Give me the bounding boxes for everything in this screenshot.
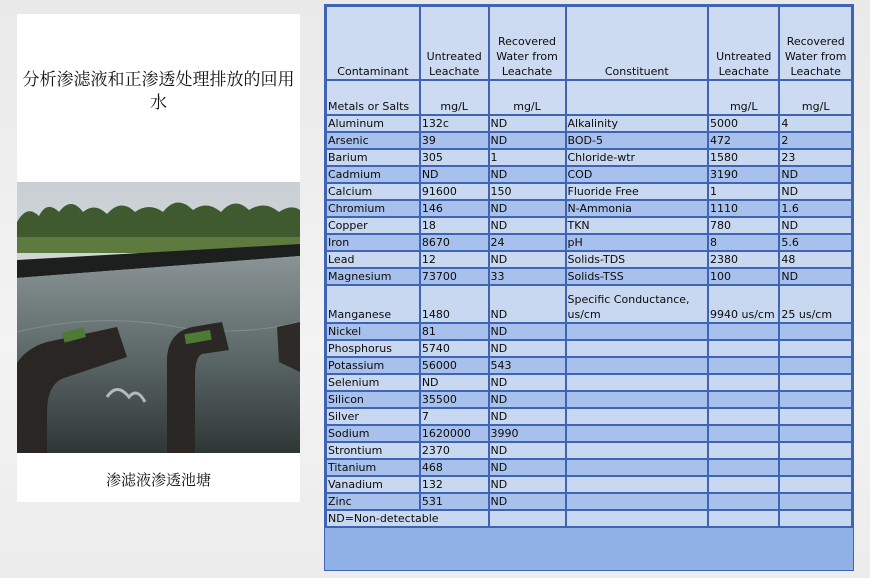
table-cell: TKN <box>566 217 709 234</box>
units-cell: Metals or Salts <box>326 80 420 115</box>
leachate-pond-photo <box>17 182 300 453</box>
table-row <box>326 408 852 425</box>
table-cell: ND <box>420 166 489 183</box>
table-cell <box>708 408 779 425</box>
table-cell <box>779 340 852 357</box>
table-cell <box>779 323 852 340</box>
table-cell: Silicon <box>326 391 420 408</box>
table-cell <box>779 391 852 408</box>
table-cell: 12 <box>420 251 489 268</box>
table-row <box>326 166 852 183</box>
table-cell <box>566 374 709 391</box>
table-cell <box>566 510 709 527</box>
table-row <box>326 268 852 285</box>
table-row <box>326 476 852 493</box>
table-cell: COD <box>566 166 709 183</box>
table-cell: Cadmium <box>326 166 420 183</box>
table-cell: Selenium <box>326 374 420 391</box>
table-cell: 7 <box>420 408 489 425</box>
table-row <box>326 183 852 200</box>
table-cell <box>779 425 852 442</box>
table-cell: ND <box>489 115 566 132</box>
table-row <box>326 200 852 217</box>
table-cell: 1 <box>708 183 779 200</box>
panel-title: 分析渗滤液和正渗透处理排放的回用水 <box>22 70 295 113</box>
table-cell <box>566 357 709 374</box>
table-cell <box>566 425 709 442</box>
header-cell: Contaminant <box>326 6 420 80</box>
table-cell: Lead <box>326 251 420 268</box>
table-cell: 468 <box>420 459 489 476</box>
table-cell <box>708 340 779 357</box>
units-cell <box>566 80 709 115</box>
header-cell: Recovered Water from Leachate <box>489 6 566 80</box>
table-cell: Iron <box>326 234 420 251</box>
units-cell: mg/L <box>779 80 852 115</box>
table-units-row <box>326 80 852 115</box>
table-cell: 132 <box>420 476 489 493</box>
table-cell: 146 <box>420 200 489 217</box>
table-cell: ND <box>420 374 489 391</box>
table-cell: Titanium <box>326 459 420 476</box>
table-cell <box>779 459 852 476</box>
table-cell: 5740 <box>420 340 489 357</box>
table-cell: ND <box>779 217 852 234</box>
table-cell: 9940 us/cm <box>708 285 779 323</box>
table-cell: N-Ammonia <box>566 200 709 217</box>
table-cell: ND <box>489 200 566 217</box>
table-cell: 305 <box>420 149 489 166</box>
table-cell: 531 <box>420 493 489 510</box>
table-cell: 48 <box>779 251 852 268</box>
table-cell: ND <box>489 132 566 149</box>
table-cell: Chromium <box>326 200 420 217</box>
table-cell: Chloride-wtr <box>566 149 709 166</box>
table-cell <box>779 357 852 374</box>
table-cell: ND <box>779 268 852 285</box>
header-cell: Untreated Leachate <box>420 6 489 80</box>
table-cell <box>708 323 779 340</box>
table-cell: Zinc <box>326 493 420 510</box>
left-panel <box>17 14 300 502</box>
table-cell <box>708 442 779 459</box>
table-cell: 23 <box>779 149 852 166</box>
table-cell: 35500 <box>420 391 489 408</box>
table-cell: ND <box>489 340 566 357</box>
table-header-row <box>326 6 852 80</box>
table-cell: 56000 <box>420 357 489 374</box>
table-row <box>326 493 852 510</box>
table-cell: Solids-TSS <box>566 268 709 285</box>
analysis-table <box>324 4 854 571</box>
table-cell: Phosphorus <box>326 340 420 357</box>
table-row <box>326 323 852 340</box>
table-cell <box>708 476 779 493</box>
table-cell <box>708 425 779 442</box>
table-cell: 5000 <box>708 115 779 132</box>
table-cell <box>779 374 852 391</box>
table-row <box>326 357 852 374</box>
table-row <box>326 459 852 476</box>
table-row <box>326 442 852 459</box>
table-cell <box>708 510 779 527</box>
table-cell <box>779 510 852 527</box>
table-cell <box>566 340 709 357</box>
table-cell: Aluminum <box>326 115 420 132</box>
table-cell: Silver <box>326 408 420 425</box>
table-cell: Strontium <box>326 442 420 459</box>
table-cell <box>708 493 779 510</box>
data-table <box>325 5 853 528</box>
table-cell <box>779 476 852 493</box>
table-cell <box>708 357 779 374</box>
table-row <box>326 251 852 268</box>
table-cell <box>566 493 709 510</box>
table-cell: Calcium <box>326 183 420 200</box>
table-cell: 25 us/cm <box>779 285 852 323</box>
table-row <box>326 234 852 251</box>
table-cell: 3990 <box>489 425 566 442</box>
table-row <box>326 115 852 132</box>
table-cell: Alkalinity <box>566 115 709 132</box>
table-cell <box>779 408 852 425</box>
table-cell: 1110 <box>708 200 779 217</box>
table-cell: 2 <box>779 132 852 149</box>
table-cell: ND <box>489 408 566 425</box>
table-cell: Manganese <box>326 285 420 323</box>
table-cell: 543 <box>489 357 566 374</box>
table-cell: ND <box>489 323 566 340</box>
table-cell: 39 <box>420 132 489 149</box>
footnote: ND=Non-detectable <box>326 510 489 527</box>
table-cell: ND <box>779 166 852 183</box>
table-row <box>326 149 852 166</box>
table-cell: ND <box>489 251 566 268</box>
table-cell: 1620000 <box>420 425 489 442</box>
table-cell: 24 <box>489 234 566 251</box>
table-cell <box>566 408 709 425</box>
table-cell: Barium <box>326 149 420 166</box>
table-cell: ND <box>489 285 566 323</box>
table-cell <box>566 459 709 476</box>
header-cell: Constituent <box>566 6 709 80</box>
units-cell: mg/L <box>708 80 779 115</box>
table-cell: 18 <box>420 217 489 234</box>
table-cell <box>779 442 852 459</box>
table-cell: 2380 <box>708 251 779 268</box>
table-row <box>326 285 852 323</box>
table-cell: 1.6 <box>779 200 852 217</box>
table-cell: 8 <box>708 234 779 251</box>
table-cell <box>708 391 779 408</box>
table-cell: Fluoride Free <box>566 183 709 200</box>
table-cell: 132c <box>420 115 489 132</box>
table-cell: Potassium <box>326 357 420 374</box>
header-cell: Untreated Leachate <box>708 6 779 80</box>
table-cell: 73700 <box>420 268 489 285</box>
table-cell: 150 <box>489 183 566 200</box>
table-cell: ND <box>779 183 852 200</box>
table-row <box>326 340 852 357</box>
table-cell: 1 <box>489 149 566 166</box>
header-cell: Recovered Water from Leachate <box>779 6 852 80</box>
table-cell: Sodium <box>326 425 420 442</box>
table-cell: Copper <box>326 217 420 234</box>
table-cell: Magnesium <box>326 268 420 285</box>
table-row <box>326 425 852 442</box>
table-cell: pH <box>566 234 709 251</box>
table-row <box>326 132 852 149</box>
table-cell: 33 <box>489 268 566 285</box>
table-cell: 1480 <box>420 285 489 323</box>
table-cell: 100 <box>708 268 779 285</box>
table-cell <box>779 493 852 510</box>
table-cell <box>489 510 566 527</box>
table-cell: Vanadium <box>326 476 420 493</box>
table-footnote-row <box>326 510 852 527</box>
table-cell: 472 <box>708 132 779 149</box>
table-cell: 3190 <box>708 166 779 183</box>
table-cell: 81 <box>420 323 489 340</box>
table-cell: 91600 <box>420 183 489 200</box>
table-cell: Arsenic <box>326 132 420 149</box>
table-cell: ND <box>489 442 566 459</box>
table-cell <box>566 442 709 459</box>
table-cell: 8670 <box>420 234 489 251</box>
table-cell <box>566 476 709 493</box>
table-cell: ND <box>489 391 566 408</box>
table-cell: 2370 <box>420 442 489 459</box>
photo-caption: 渗滤液渗透池塘 <box>105 471 211 489</box>
table-row <box>326 217 852 234</box>
table-cell: Specific Conductance, us/cm <box>566 285 709 323</box>
units-cell: mg/L <box>489 80 566 115</box>
table-cell: ND <box>489 217 566 234</box>
table-cell <box>708 374 779 391</box>
table-cell <box>708 459 779 476</box>
table-row <box>326 374 852 391</box>
table-cell: BOD-5 <box>566 132 709 149</box>
table-cell: Solids-TDS <box>566 251 709 268</box>
table-cell: ND <box>489 459 566 476</box>
table-cell: 1580 <box>708 149 779 166</box>
table-cell: ND <box>489 476 566 493</box>
table-cell <box>566 323 709 340</box>
table-row <box>326 391 852 408</box>
table-cell: ND <box>489 166 566 183</box>
table-cell: ND <box>489 374 566 391</box>
table-cell: 5.6 <box>779 234 852 251</box>
table-cell: 780 <box>708 217 779 234</box>
table-cell: 4 <box>779 115 852 132</box>
table-cell <box>566 391 709 408</box>
table-cell: Nickel <box>326 323 420 340</box>
table-cell: ND <box>489 493 566 510</box>
units-cell: mg/L <box>420 80 489 115</box>
